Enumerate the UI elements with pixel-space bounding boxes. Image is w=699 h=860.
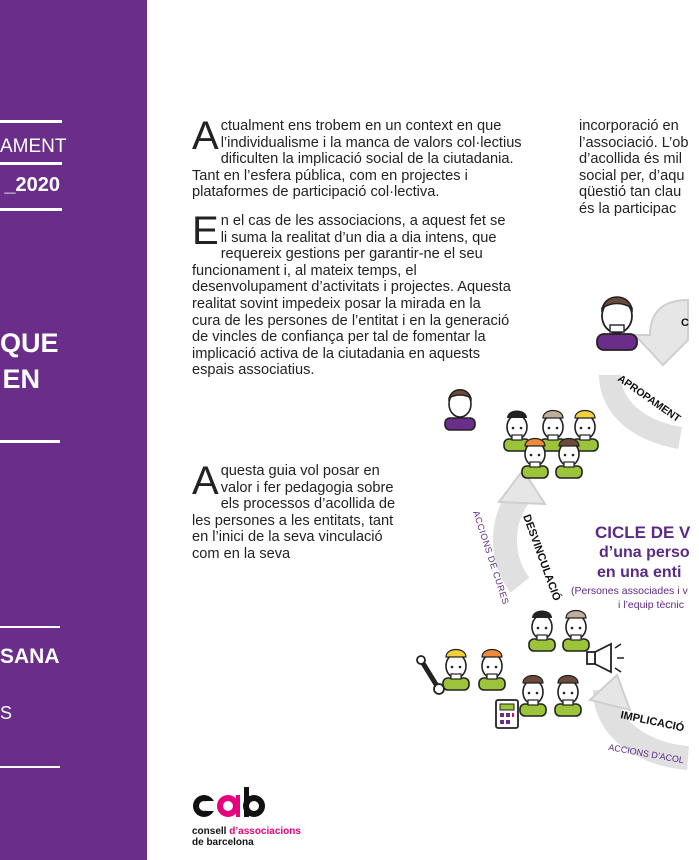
cycle-diagram xyxy=(405,280,691,780)
col2-line: qüestió tan clau xyxy=(579,184,682,201)
sidebar-rule-5 xyxy=(0,626,60,628)
col2-line: social per, d’aqu xyxy=(579,167,685,184)
cycle-subtitle-2: en una enti xyxy=(597,564,682,581)
drop-cap-1: A xyxy=(192,114,219,158)
paragraph-1-text: ctualment ens trobem en un context en que l’individualisme i la manca de valors col·lectius dificulten la implicació social de la ciutadania. Tant en l’esfera pública, com en projectes i plataformes de participació col·lectiva. xyxy=(192,118,522,201)
paragraph-3-text: questa guia vol posar en valor i fer pedagogia sobre els processos d’acollida de les persones a les entitats, tant en l’inici de la seva vinculació com en la seva xyxy=(192,463,396,562)
sidebar-title-2: EN xyxy=(2,364,40,394)
cycle-note-1: (Persones associades i v xyxy=(571,585,688,597)
person-left xyxy=(445,390,475,430)
cycle-note-2: i l’equip tècnic xyxy=(618,599,684,611)
label-desvinculacio: DESVINCULACIÓ xyxy=(520,512,563,603)
arrow-desvinculacio xyxy=(505,495,520,585)
calculator-icon xyxy=(496,700,518,728)
logo-text-1a: consell xyxy=(192,826,230,837)
logo-text-1b: d’associacions xyxy=(229,826,301,837)
drop-cap-3: A xyxy=(192,459,219,503)
paragraph-2-text: n el cas de les associacions, a aquest fet se li suma la realitat d’un dia a dia intens, que requereix gestions per garantir-ne el seu funcionament i, al mateix temps, el desenvolupament d’activitats i projectes. Aquesta realitat sovint impedeix posar la mirada en la cura de les persones de l’entitat i en la generació de vincles de confiança per tal de fomentar la implicació activa de la ciutadania en aquests espais associatius. xyxy=(192,213,511,379)
sidebar-title-1: QUE xyxy=(0,328,59,358)
col2-line: incorporació en xyxy=(579,118,679,134)
people-group-1 xyxy=(504,411,598,479)
arrow-top xyxy=(635,300,688,365)
sidebar-text-6: S xyxy=(0,703,13,723)
sidebar-text-5: SANA xyxy=(0,645,60,668)
sidebar-rule-1 xyxy=(0,120,62,123)
logo-text-line-1 xyxy=(192,826,301,837)
sidebar-rule-3 xyxy=(0,208,62,211)
cycle-subtitle-1: d’una perso xyxy=(599,544,690,561)
sidebar-rule-2 xyxy=(0,162,62,165)
label-c: C xyxy=(681,317,689,329)
col2-line: l’associació. L’ob xyxy=(579,134,689,151)
body-column-2 xyxy=(579,118,699,218)
col2-line: d’acollida és mil xyxy=(579,151,683,168)
wrench-icon xyxy=(417,656,444,694)
paragraph-3 xyxy=(192,459,397,563)
megaphone-icon xyxy=(587,644,624,672)
label-apropament: APROPAMENT xyxy=(615,372,683,425)
label-implicacio: IMPLICACIÓ xyxy=(619,709,686,735)
sidebar-text-1: AMENT xyxy=(0,136,67,157)
sidebar-rule-6 xyxy=(0,766,60,768)
sidebar-panel xyxy=(0,0,147,860)
logo-text-line-2: de barcelona xyxy=(192,837,254,848)
cycle-title: CICLE DE V xyxy=(595,523,691,542)
sidebar-text-2: _2020 xyxy=(4,174,60,196)
person-top xyxy=(597,297,637,350)
col2-line: és la participac xyxy=(579,200,677,217)
label-accions-cures-1: ACCIONS DE CURES xyxy=(471,509,511,606)
label-accions-cures-2: ACCIONS D’ACOL xyxy=(607,742,685,766)
drop-cap-2: E xyxy=(192,209,219,253)
cab-logo-mark xyxy=(192,786,312,826)
paragraph-1 xyxy=(192,114,532,201)
sidebar-rule-4 xyxy=(0,440,60,443)
